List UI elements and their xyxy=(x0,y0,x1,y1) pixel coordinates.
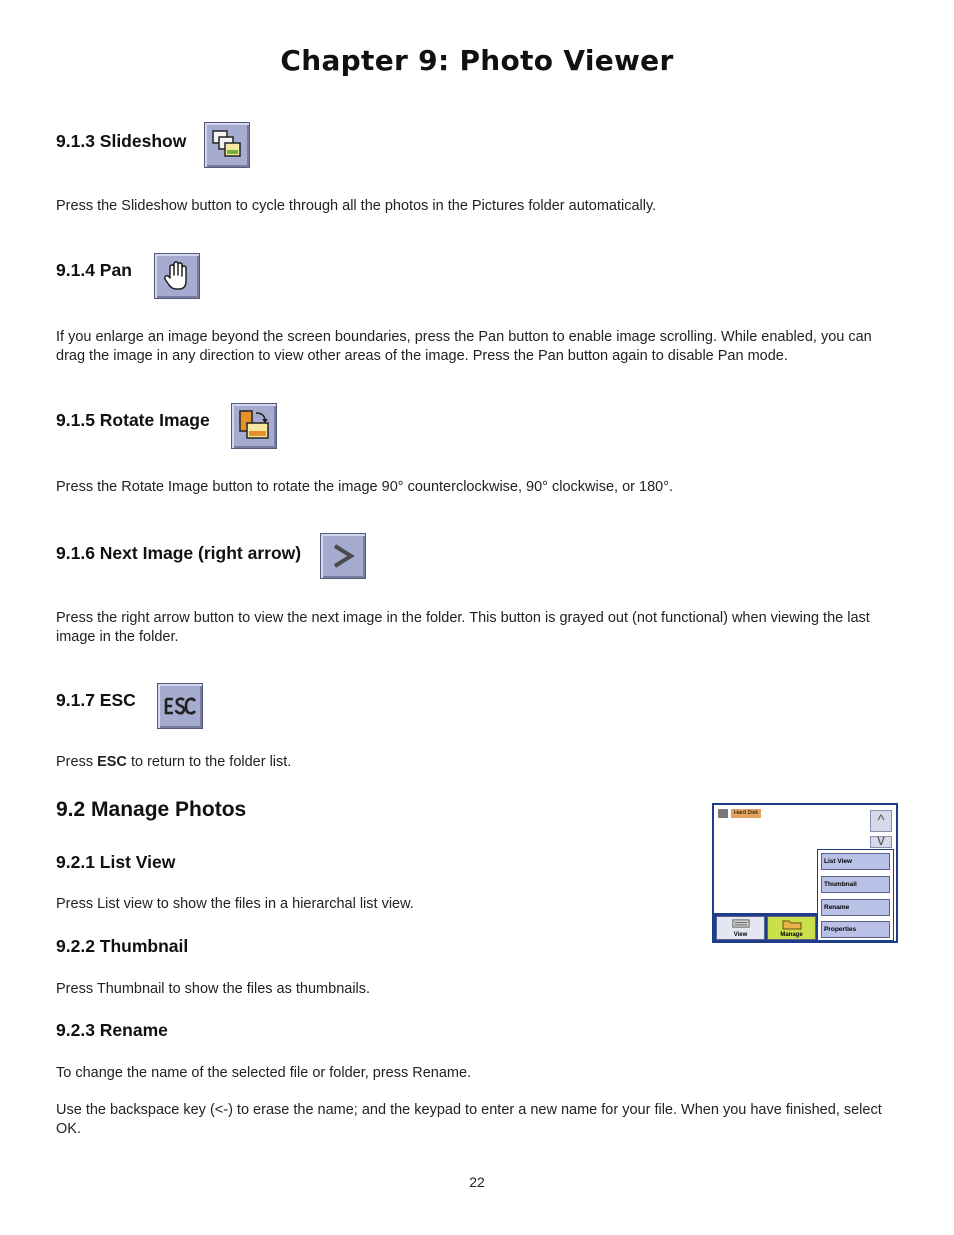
paragraph-pan: If you enlarge an image beyond the screen boundaries, press the Pan button to enable image scrolling. While enabled, you can drag the image in any direction to view other areas of the image. Press the Pan button again to disable Pan mode. xyxy=(56,329,872,364)
section-heading-list-view: 9.2.1 List View xyxy=(56,852,176,872)
menu-item-properties[interactable]: Properties xyxy=(821,921,890,938)
hard-disk-label[interactable]: Hard Disk xyxy=(731,809,761,818)
pan-button[interactable] xyxy=(154,253,200,299)
menu-item-thumbnail[interactable]: Thumbnail xyxy=(821,876,890,893)
esc-text-suffix: to return to the folder list. xyxy=(126,754,292,770)
esc-icon xyxy=(158,684,202,728)
tab-manage-label: Manage xyxy=(780,932,803,938)
paragraph-esc xyxy=(56,753,898,772)
scroll-up-button[interactable]: ^ xyxy=(870,810,892,832)
section-heading-manage-photos: 9.2 Manage Photos xyxy=(56,798,247,821)
page-title: Chapter 9: Photo Viewer xyxy=(280,44,674,77)
rotate-image-button[interactable] xyxy=(231,403,277,449)
slideshow-button[interactable] xyxy=(204,122,250,168)
slideshow-icon xyxy=(205,123,249,167)
manage-screen-screenshot xyxy=(712,803,898,943)
rotate-image-icon xyxy=(232,404,276,448)
section-heading-thumbnail: 9.2.2 Thumbnail xyxy=(56,936,189,956)
manage-menu xyxy=(817,849,894,941)
tab-view-label: View xyxy=(733,932,748,938)
esc-button[interactable] xyxy=(157,683,203,729)
tab-manage[interactable] xyxy=(767,916,816,940)
hard-disk-icon xyxy=(718,809,728,818)
menu-item-rename[interactable]: Rename xyxy=(821,899,890,916)
paragraph-next-image: Press the right arrow button to view the next image in the folder. This button is grayed out (not functional) when viewing the last image in the folder. xyxy=(56,610,870,645)
next-image-button[interactable] xyxy=(320,533,366,579)
esc-text-key: ESC xyxy=(97,754,127,770)
esc-text-prefix: Press xyxy=(56,754,98,770)
paragraph-rename-2: Use the backspace key (<-) to erase the name; and the keypad to enter a new name for your file. When you have finished, select OK. xyxy=(56,1102,882,1137)
section-heading-pan: 9.1.4 Pan xyxy=(56,260,132,280)
section-heading-slideshow: 9.1.3 Slideshow xyxy=(56,131,187,151)
section-heading-rename: 9.2.3 Rename xyxy=(56,1020,168,1040)
folder-icon xyxy=(782,918,802,930)
paragraph-thumbnail: Press Thumbnail to show the files as thumbnails. xyxy=(56,981,371,997)
right-arrow-icon xyxy=(321,534,365,578)
page-number: 22 xyxy=(469,1174,485,1190)
menu-item-list-view[interactable]: List View xyxy=(821,853,890,870)
section-heading-esc: 9.1.7 ESC xyxy=(56,690,136,710)
list-icon xyxy=(732,919,750,928)
tab-view[interactable] xyxy=(716,916,765,940)
paragraph-rotate-image: Press the Rotate Image button to rotate the image 90° counterclockwise, 90° clockwise, or 180°. xyxy=(56,479,674,495)
paragraph-slideshow: Press the Slideshow button to cycle through all the photos in the Pictures folder automatically. xyxy=(56,198,657,214)
paragraph-list-view: Press List view to show the files in a hierarchal list view. xyxy=(56,896,414,912)
section-heading-rotate-image: 9.1.5 Rotate Image xyxy=(56,410,210,430)
paragraph-rename-1: To change the name of the selected file or folder, press Rename. xyxy=(56,1065,472,1081)
scroll-down-button[interactable]: v xyxy=(870,836,892,848)
hand-icon xyxy=(155,254,199,298)
section-heading-next-image: 9.1.6 Next Image (right arrow) xyxy=(56,543,302,563)
